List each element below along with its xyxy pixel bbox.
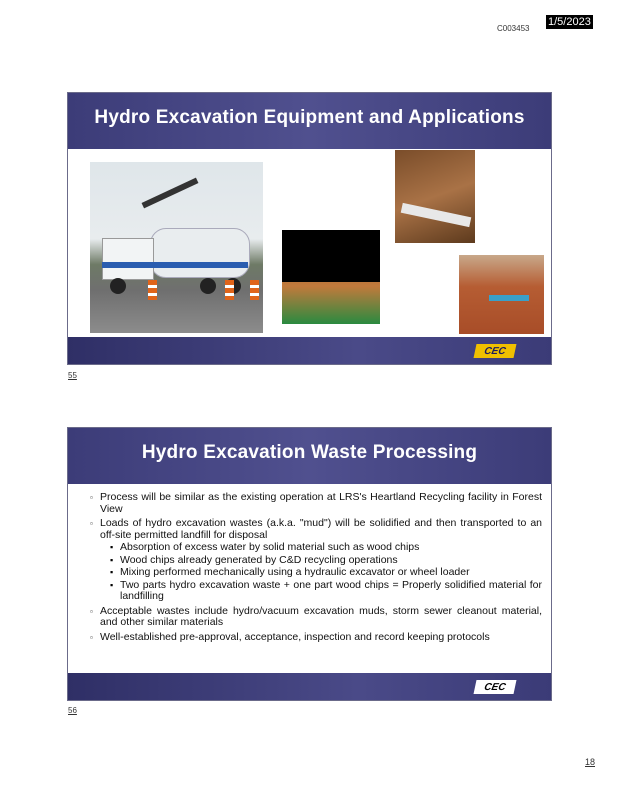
trench-pipe-photo <box>459 255 544 334</box>
excavation-pit-photo <box>282 230 380 324</box>
sub-bullet-item: ▪ Wood chips already generated by C&D recycling operations <box>100 555 542 567</box>
slide-header <box>68 93 551 149</box>
wheel <box>200 278 216 294</box>
traffic-cone <box>250 280 259 300</box>
bullet-text: Acceptable wastes include hydro/vacuum excavation muds, storm sewer cleanout material, and other similar materials <box>100 604 542 628</box>
truck-tank <box>150 228 250 278</box>
bullet-item <box>90 632 542 644</box>
cec-logo: CEC <box>474 344 517 358</box>
slide-page-number: 55 <box>68 371 77 380</box>
slide-title: Hydro Excavation Equipment and Applications <box>94 107 525 128</box>
traffic-cone <box>148 280 157 300</box>
truck-cab <box>102 238 154 280</box>
traffic-cone <box>225 280 234 300</box>
truck-stripe <box>102 262 248 268</box>
pipe <box>489 295 529 301</box>
bullet-text: Process will be similar as the existing operation at LRS's Heartland Recycling facility in Forest View <box>100 491 542 515</box>
bullet-item <box>90 492 542 515</box>
sub-bullet-list <box>100 542 542 603</box>
slide-waste-processing <box>67 427 552 701</box>
boom-arm <box>142 178 199 209</box>
bullet-item <box>90 606 542 629</box>
wheel <box>110 278 126 294</box>
slide-footer <box>68 673 551 700</box>
pipe <box>401 203 472 227</box>
sub-bullet-item: ▪ Mixing performed mechanically using a hydraulic excavator or wheel loader <box>100 567 542 579</box>
redacted-area <box>282 230 380 282</box>
slide-header <box>68 428 551 484</box>
slide-title: Hydro Excavation Waste Processing <box>141 442 478 463</box>
slide-page-number: 56 <box>68 706 77 715</box>
sub-bullet-item: ▪ Two parts hydro excavation waste + one part wood chips = Properly solidified material for landfilling <box>100 580 542 603</box>
sub-bullet-item: ▪ Absorption of excess water by solid material such as wood chips <box>100 542 542 554</box>
bullet-text: Well-established pre-approval, acceptance, inspection and record keeping protocols <box>100 630 490 643</box>
vacuum-truck-photo <box>90 162 263 333</box>
date-stamp: 1/5/2023 <box>548 16 591 28</box>
bullet-text: Loads of hydro excavation wastes (a.k.a. "mud") will be solidified and then transported to an off-site permitted landfill for disposal <box>100 517 542 541</box>
exposed-pipe-photo <box>395 150 475 243</box>
bullet-list <box>90 492 542 646</box>
slide-footer <box>68 337 551 364</box>
bates-number: C003453 <box>497 24 530 33</box>
bullet-item <box>90 518 542 603</box>
page-number: 18 <box>585 757 596 767</box>
slide-equipment <box>67 92 552 365</box>
cec-logo: CEC <box>474 680 517 694</box>
